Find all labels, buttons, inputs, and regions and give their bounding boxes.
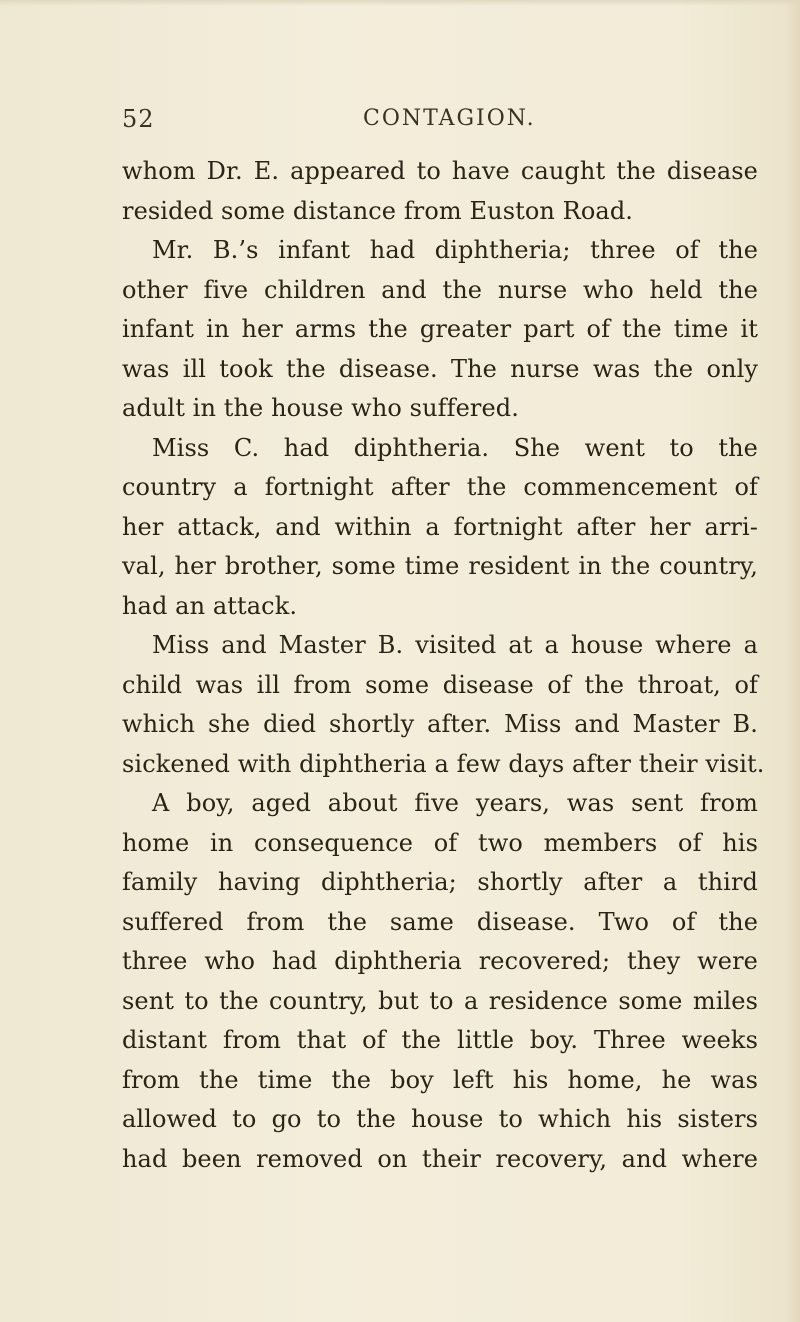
- text-line: Miss and Master B. visited at a house where a: [152, 631, 758, 659]
- page-header: [0, 86, 800, 136]
- body-text: [122, 152, 765, 1179]
- text-line: whom Dr. E. appeared to have caught the disease: [122, 157, 758, 185]
- text-line: family having diphtheria; shortly after a third: [122, 868, 758, 896]
- text-line: val, her brother, some time resident in the country,: [122, 552, 758, 580]
- text-line: A boy, aged about five years, was sent from: [152, 789, 758, 817]
- text-line: allowed to go to the house to which his sisters: [122, 1105, 758, 1133]
- text-line: home in consequence of two members of his: [122, 828, 758, 857]
- text-line: was ill took the disease. The nurse was the only: [122, 354, 758, 383]
- page-number: 52: [122, 105, 155, 133]
- text-line: her attack, and within a fortnight after her arri-: [122, 512, 758, 541]
- text-line: resided some distance from Euston Road.: [122, 196, 634, 225]
- text-line: three who had diphtheria recovered; they were: [122, 947, 758, 975]
- text-line: from the time the boy left his home, he was: [122, 1065, 758, 1094]
- text-line: country a fortnight after the commencement of: [122, 473, 758, 501]
- text-line: distant from that of the little boy. Three weeks: [122, 1026, 758, 1054]
- text-line: adult in the house who suffered.: [122, 394, 519, 422]
- running-head: CONTAGION.: [363, 106, 536, 131]
- text-line: child was ill from some disease of the throat, of: [122, 670, 758, 699]
- text-line: sent to the country, but to a residence some miles: [122, 986, 758, 1015]
- text-line: other five children and the nurse who held the: [122, 275, 758, 304]
- text-line: Miss C. had diphtheria. She went to the: [152, 433, 758, 462]
- text-line: Mr. B.’s infant had diphtheria; three of the: [152, 236, 758, 264]
- text-line: had been removed on their recovery, and where: [122, 1144, 758, 1173]
- text-line: sickened with diphtheria a few days after their visit.: [122, 749, 765, 778]
- page-top-shadow: [0, 0, 800, 6]
- text-line: which she died shortly after. Miss and Master B.: [122, 710, 758, 738]
- page-edge-shadow: [786, 0, 800, 1322]
- text-line: infant in her arms the greater part of the time it: [122, 315, 758, 343]
- text-line: suffered from the same disease. Two of the: [122, 907, 758, 936]
- text-line: had an attack.: [122, 591, 298, 620]
